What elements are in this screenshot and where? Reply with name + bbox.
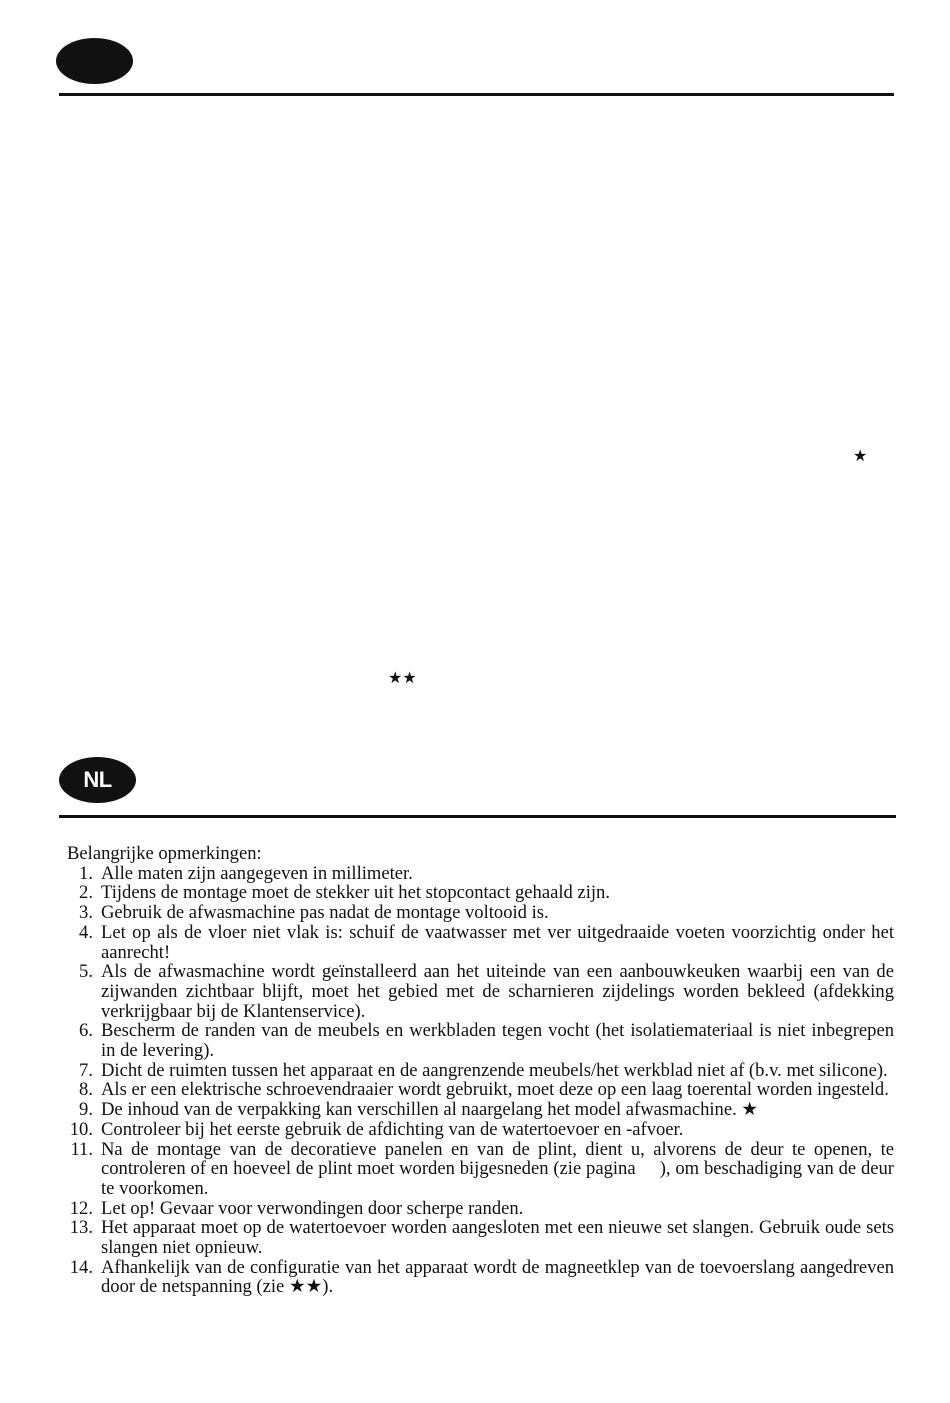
item-number: 10. <box>69 1118 93 1140</box>
language-badge-nl-label: NL <box>83 767 112 792</box>
list-item <box>67 883 894 903</box>
item-text: Als de afwasmachine wordt geïnstalleerd aan het uiteinde van een aanbouwkeuken waarbij een van de zijwanden zichtbaar blijft, moet het gebied met de scharnieren zijdelings worden bekleed (afdekking verkrijgbaar bij de Klantenservice). <box>101 961 894 1022</box>
item-text: Afhankelijk van de configuratie van het apparaat wordt de magneetklep van de toevoerslang aangedreven door de netspanning (zie ★★). <box>101 1256 894 1298</box>
list-item <box>67 1080 894 1100</box>
item-number: 8. <box>79 1079 93 1101</box>
item-text: Alle maten zijn aangegeven in millimeter. <box>101 862 413 884</box>
list-item <box>67 1199 894 1219</box>
item-text: Als er een elektrische schroevendraaier wordt gebruikt, moet deze op een laag toerental worden ingesteld. <box>101 1079 889 1101</box>
item-text: Dicht de ruimten tussen het apparaat en de aangrenzende meubels/het werkblad niet af (b.v. met silicone). <box>101 1059 888 1081</box>
footnote-star-single: ★ <box>853 446 868 465</box>
item-number: 6. <box>79 1020 93 1042</box>
item-text: Bescherm de randen van de meubels en werkbladen tegen vocht (het isolatiemateriaal is niet inbegrepen in de levering). <box>101 1020 894 1062</box>
item-number: 1. <box>79 862 93 884</box>
list-item <box>67 962 894 1021</box>
list-item <box>67 1120 894 1140</box>
item-number: 11. <box>70 1138 93 1160</box>
item-text: De inhoud van de verpakking kan verschillen al naargelang het model afwasmachine. ★ <box>101 1099 759 1121</box>
item-number: 3. <box>79 902 93 924</box>
footnote-star-double: ★★ <box>388 668 417 687</box>
list-item <box>67 1100 894 1120</box>
item-number: 14. <box>69 1256 93 1278</box>
item-text: Controleer bij het eerste gebruik de afdichting van de watertoevoer en -afvoer. <box>101 1118 684 1140</box>
item-text: Gebruik de afwasmachine pas nadat de montage voltooid is. <box>101 902 549 924</box>
list-item <box>67 1138 899 1199</box>
item-text: Na de montage van de decoratieve panelen en van de plint, dient u, alvorens de deur te openen, te controleren of en hoeveel de plint moet worden bijgesneden (zie pagina ), om beschadiging van de deur te voorkomen. <box>101 1138 899 1199</box>
list-item <box>67 1258 894 1297</box>
important-notes <box>67 843 899 1298</box>
item-number: 7. <box>79 1059 93 1081</box>
language-badge-nl <box>59 757 136 803</box>
list-item <box>67 923 894 962</box>
list-item <box>67 1218 894 1257</box>
item-text: Let op! Gevaar voor verwondingen door scherpe randen. <box>101 1197 524 1219</box>
notes-heading: Belangrijke opmerkingen: <box>67 843 262 864</box>
list-item <box>67 864 894 884</box>
list-item <box>67 903 894 923</box>
item-number: 4. <box>79 921 93 943</box>
item-number: 13. <box>69 1217 93 1239</box>
item-text: Het apparaat moet op de watertoevoer worden aangesloten met een nieuwe set slangen. Gebruik oude sets slangen niet opnieuw. <box>101 1217 894 1259</box>
item-number: 12. <box>69 1197 93 1219</box>
notes-list <box>67 862 899 1298</box>
item-text: Let op als de vloer niet vlak is: schuif de vaatwasser met ver uitgedraaide voeten voorzichtig onder het aanrecht! <box>101 921 894 963</box>
item-number: 2. <box>79 882 93 904</box>
list-item <box>67 1061 894 1081</box>
section-divider-nl <box>59 815 896 818</box>
section-divider-top <box>59 93 894 96</box>
item-text: Tijdens de montage moet de stekker uit het stopcontact gehaald zijn. <box>101 882 610 904</box>
item-number: 5. <box>79 961 93 983</box>
item-number: 9. <box>79 1099 93 1121</box>
list-item <box>67 1021 894 1060</box>
language-badge-top <box>56 38 133 84</box>
